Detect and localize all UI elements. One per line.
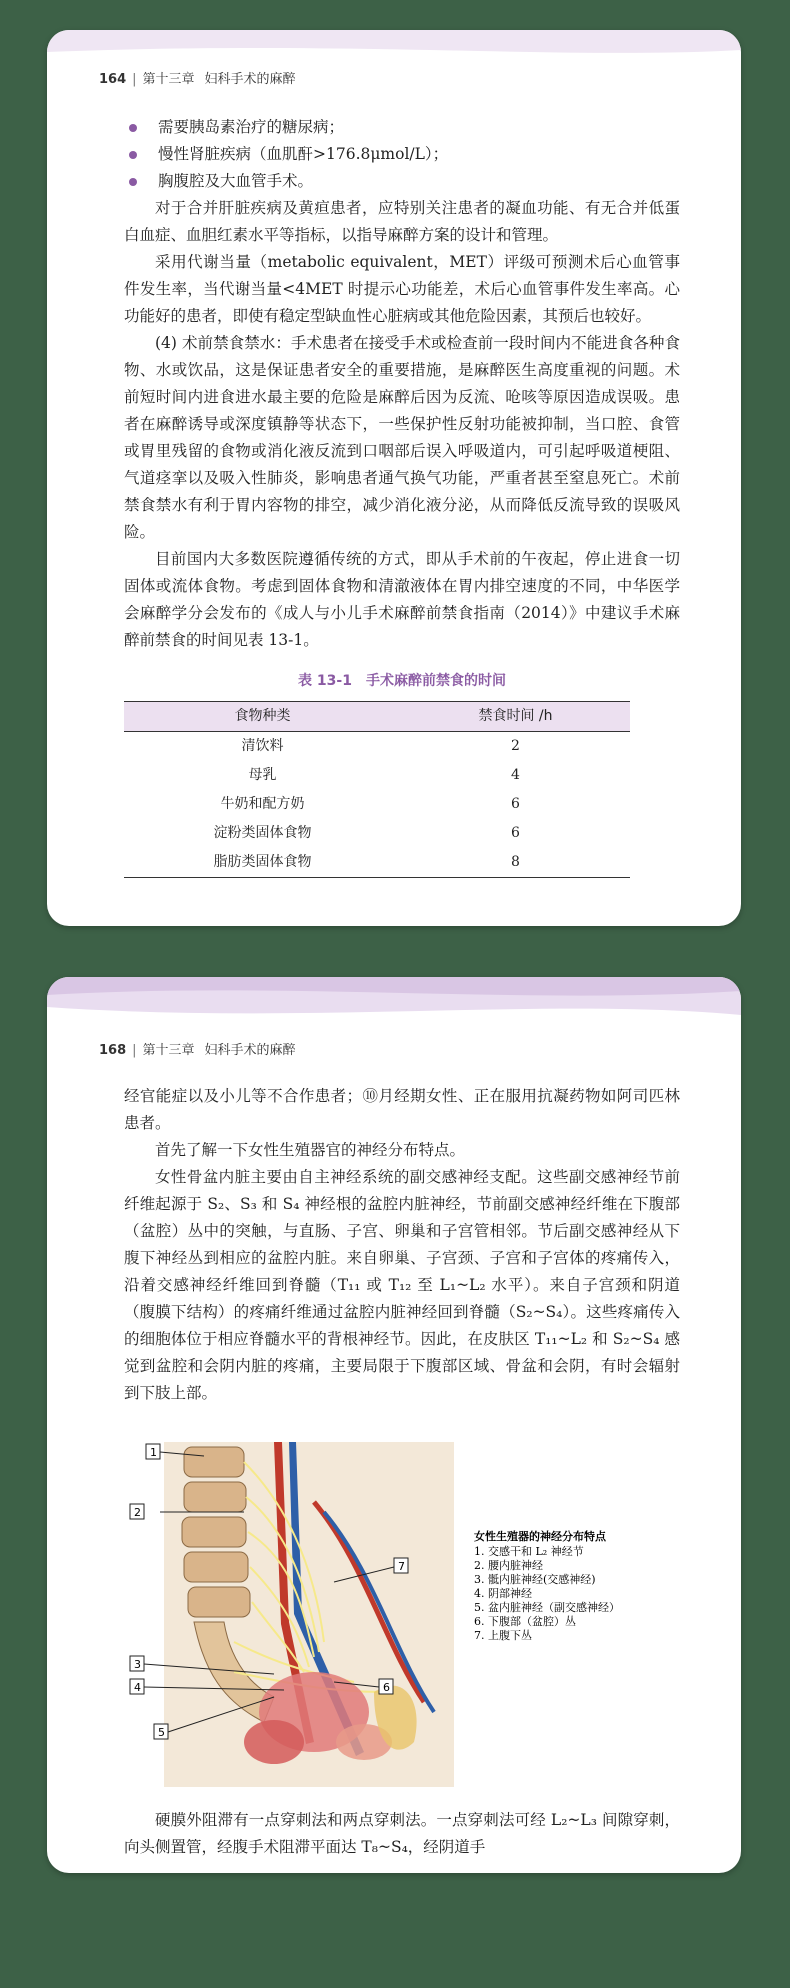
table-cell: 淀粉类固体食物: [213, 825, 312, 841]
legend-item: 6. 下腹部（盆腔）丛: [474, 1615, 576, 1628]
table-row: [124, 732, 630, 762]
page-body-bottom: [124, 1807, 680, 1861]
legend-title: 女性生殖器的神经分布特点: [474, 1530, 606, 1543]
table-row: [124, 761, 630, 790]
callout-label: 6: [383, 1681, 390, 1694]
document-page-168: [47, 977, 741, 1873]
nerve-distribution-figure: [124, 1442, 644, 1792]
column-header: 禁食时间 /h: [401, 702, 630, 732]
page-body-top: [124, 1083, 680, 1407]
table-cell: 2: [511, 738, 520, 754]
table-row: [124, 790, 630, 819]
bullet-item: 慢性肾脏疾病（血肌酐>176.8μmol/L）；: [124, 141, 680, 168]
callout-label: 5: [158, 1726, 165, 1739]
bullet-list: [124, 114, 680, 195]
header-wave-decoration: [47, 30, 741, 100]
header-wave-decoration: [47, 977, 741, 1047]
paragraph: 采用代谢当量（metabolic equivalent，MET）评级可预测术后心血管事件发生率，当代谢当量<4MET 时提示心功能差，术后心血管事件发生率高。心功能好的患者，即使有稳定型缺血性心脏病或其他危险因素，其预后也较好。: [124, 253, 680, 325]
bullet-item: 胸腹腔及大血管手术。: [124, 168, 680, 195]
page-body: [124, 114, 680, 878]
table-cell: 6: [511, 796, 520, 812]
page-number: 164: [99, 72, 127, 87]
callout-label: 1: [150, 1446, 157, 1459]
document-page-164: [47, 30, 741, 926]
legend-item: 1. 交感干和 L₂ 神经节: [474, 1545, 584, 1558]
paragraph: (4) 术前禁食禁水：手术患者在接受手术或检查前一段时间内不能进食各种食物、水或饮品，这是保证患者安全的重要措施，是麻醉医生高度重视的问题。术前短时间内进食进水最主要的危险是麻醉后因为反流、呛咳等原因造成误吸。患者在麻醉诱导或深度镇静等状态下，一些保护性反射功能被抑制，当口腔、食管或胃里残留的食物或消化液反流到口咽部后误入呼吸道内，可引起呼吸道梗阻、气道痉挛以及吸入性肺炎，影响患者通气换气功能，严重者甚至窒息死亡。术前禁食禁水有利于胃内容物的排空，减少消化液分泌，从而降低反流导致的误吸风险。: [124, 334, 680, 541]
paragraph: 经官能症以及小儿等不合作患者；⑩月经期女性、正在服用抗凝药物如阿司匹林患者。: [124, 1087, 680, 1132]
chapter-title: 妇科手术的麻醉: [204, 1043, 296, 1058]
legend-item: 2. 腰内脏神经: [474, 1559, 543, 1572]
bullet-item: 需要胰岛素治疗的糖尿病；: [124, 114, 680, 141]
paragraph: 女性骨盆内脏主要由自主神经系统的副交感神经支配。这些副交感神经节前纤维起源于 S₂、S₃ 和 S₄ 神经根的盆腔内脏神经，节前副交感神经纤维在下腹部（盆腔）丛中的突触，与直肠、子宫、卵巢和子宫管相邻。节后副交感神经从下腹下神经丛到相应的盆腔内脏。来自卵巢、子宫颈、子宫和子宫体的疼痛传入，沿着交感神经纤维回到脊髓（T₁₁ 或 T₁₂ 至 L₁~L₂ 水平）。来自子宫颈和阴道（腹膜下结构）的疼痛纤维通过盆腔内脏神经回到脊髓（S₂~S₄）。这些疼痛传入的细胞体位于相应脊髓水平的背根神经节。因此，在皮肤区 T₁₁~L₂ 和 S₂~S₄ 感觉到盆腔和会阴内脏的疼痛，主要局限于下腹部区域、骨盆和会阴，有时会辐射到下肢上部。: [124, 1168, 680, 1402]
legend-item: 7. 上腹下丛: [474, 1629, 532, 1642]
column-header: 食物种类: [124, 702, 401, 732]
fasting-time-table: [124, 701, 630, 878]
table-cell: 脂肪类固体食物: [124, 848, 401, 878]
paragraph: 硬膜外阻滞有一点穿刺法和两点穿刺法。一点穿刺法可经 L₂~L₃ 间隙穿刺，向头侧置管，经腹手术阻滞平面达 T₈~S₄，经阴道手: [124, 1811, 680, 1856]
table-cell: 8: [401, 848, 630, 878]
anatomy-illustration: [124, 1442, 644, 1792]
table-cell: 牛奶和配方奶: [220, 796, 305, 812]
paragraph: 对于合并肝脏疾病及黄疸患者，应特别关注患者的凝血功能、有无合并低蛋白血症、血胆红素水平等指标，以指导麻醉方案的设计和管理。: [124, 199, 680, 244]
figure-legend: [474, 1529, 620, 1642]
page-number: 168: [99, 1043, 127, 1058]
paragraph: 首先了解一下女性生殖器官的神经分布特点。: [155, 1141, 466, 1159]
chapter-number: 第十三章: [142, 1043, 195, 1058]
table-cell: 4: [511, 767, 520, 783]
table-cell: 母乳: [248, 767, 277, 783]
table-cell: 清饮料: [241, 738, 284, 754]
callout-label: 7: [398, 1560, 405, 1573]
legend-item: 3. 骶内脏神经(交感神经): [474, 1573, 596, 1586]
paragraph: 目前国内大多数医院遵循传统的方式，即从手术前的午夜起，停止进食一切固体或流体食物。考虑到固体食物和清澈液体在胃内排空速度的不同，中华医学会麻醉学分会发布的《成人与小儿手术麻醉前禁食指南（2014）》中建议手术麻醉前禁食的时间见表 13-1。: [124, 550, 680, 649]
legend-item: 4. 阴部神经: [474, 1587, 532, 1600]
legend-item: 5. 盆内脏神经（副交感神经）: [474, 1601, 620, 1614]
running-head: 164 | 第十三章 妇科手术的麻醉: [99, 72, 296, 87]
table-row: [124, 848, 630, 878]
chapter-number: 第十三章: [142, 72, 195, 87]
table-header-row: [124, 702, 630, 732]
callout-label: 4: [134, 1681, 141, 1694]
table-row: [124, 819, 630, 848]
table-caption: 表 13-1 手术麻醉前禁食的时间: [298, 673, 506, 689]
callout-label: 2: [134, 1506, 141, 1519]
table-cell: 6: [511, 825, 520, 841]
running-head: 168 | 第十三章 妇科手术的麻醉: [99, 1043, 296, 1058]
chapter-title: 妇科手术的麻醉: [204, 72, 296, 87]
callout-label: 3: [134, 1658, 141, 1671]
